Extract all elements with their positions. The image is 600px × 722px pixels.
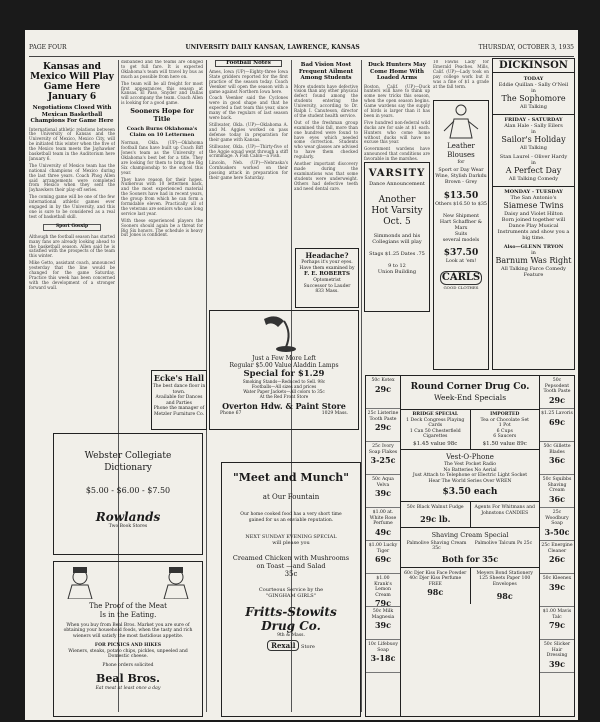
ad-text: Palmolive Talcum Ps 25c [474, 540, 533, 546]
article-paragraph: The University of Mexico team has the national champions of Mexico during the last three years. Coach Phog Allen said arrangements were completed from Mexico when they sent the Jayhawkers their play-off series. [29, 162, 115, 193]
special-item-name: 25c Listerine Tooth Paste [367, 411, 399, 422]
special-item-name: 50c Slicker Hair Dressing [543, 642, 571, 658]
ad-price: $37.50 [443, 248, 479, 258]
ad-title: Round Corner Drug Co. [410, 382, 530, 392]
special-item-price: 39c [548, 581, 565, 592]
ad-text: The Vest Pocket Radio [443, 462, 496, 467]
article-paragraph: They have reason for their hopes. Numerous with 10 lettermen back, and the most experienced material the Sooners have had in recent years, the group from which he can form a formidable eleven. Practically all of the veterans are seniors who saw long service last year. [121, 176, 203, 216]
ad-text: Our home cooked food has a very short time gained for us an enviable reputation. [240, 512, 342, 523]
article-paragraph: More students have defective vision than any other physical defect found among the students entering the University, according to Dr. Ralph I. Canuteson, director of the student health service. [294, 83, 358, 118]
ad-text: several models [442, 238, 480, 243]
column-2 [121, 60, 203, 400]
column-5 [364, 60, 430, 160]
headline-sooners: Sooners Hope for Title [130, 107, 194, 123]
ad-text: Just a Few More Left [252, 355, 316, 362]
ad-dickinson-theater [492, 58, 575, 370]
masthead: UNIVERSITY DAILY KANSAN, LAWRENCE, KANSAS [185, 44, 360, 51]
special-item [540, 574, 574, 607]
ad-text: Another [378, 195, 416, 205]
feature-title: Barnum Was Right [495, 256, 572, 265]
store-name: Overton Hdw. & Paint Store [222, 401, 346, 411]
ad-text: FOR PICNICS AND HIKES [94, 643, 162, 648]
ad-title: Vest-O-Phone [446, 453, 494, 461]
ad-text: Footballs—All sizes and prices [251, 384, 317, 389]
special-item-name: 25c Woodbury Soap [545, 510, 569, 526]
ad-text: will please you [272, 540, 310, 546]
special-item-name: 50c Pepsodent Tooth Paste [543, 378, 571, 394]
ad-text: Others $16.50 to $35 [435, 202, 487, 207]
special-item [540, 409, 574, 442]
special-item-name: $1.00 Krank's Lemon Cream [374, 576, 392, 598]
ad-text: NEXT SUNDAY EVENING SPECIAL [245, 534, 337, 540]
ad-price: 35c [284, 570, 298, 578]
ad-text: Wieners, steaks, potato chips, pickles, unpeeled and Domestic cheese. [68, 648, 188, 659]
special-item-price: 69c [374, 554, 391, 564]
article-paragraph: Norman, Okla. (UP)—Oklahoma football fans have built up Coach Biff Jones's team as the University of Oklahoma's best bet for a title. They are looking for them to bring the Big Six championship to the school this year. [121, 140, 203, 175]
ad-title: The Proof of the Meat [89, 601, 167, 610]
ad-text: At the Red Front Store [259, 394, 309, 399]
special-item-name: 50c Aqua Velva [372, 477, 394, 488]
ad-price: 98c [496, 591, 513, 601]
lamp-illustration [254, 313, 314, 353]
ad-beal-bros [53, 561, 203, 717]
ad-price: $1.50 value 89c [482, 440, 527, 447]
special-item-price: 26c [548, 554, 565, 564]
ad-text: Hear The World Series Over WREN [428, 478, 512, 484]
ad-text: Metzler Furniture Co. [153, 411, 205, 417]
ad-text: BRIDGE SPECIAL [412, 412, 459, 417]
ad-text: FREE [428, 581, 442, 587]
ad-webster-dictionary [53, 433, 203, 555]
special-item-price: 36c [548, 455, 565, 465]
column-4 [294, 60, 358, 248]
ad-price: $13.50 [443, 191, 479, 201]
ad-title: Webster Collegiate [84, 451, 172, 461]
special-item [540, 541, 574, 574]
special-item-price: 29c [374, 383, 391, 394]
ad-text: Also—GLENN TRYON [503, 244, 564, 250]
article-paragraph: Ames, Iowa (UP)—Eighty-three Iowa State gridders reported for the first practice of the season today. Coach Veenker will open the season with a game against Northern Iowa here. [209, 68, 288, 94]
ad-round-corner-drug [365, 375, 575, 717]
special-item [540, 607, 574, 640]
special-item [366, 409, 400, 442]
store-name: Drug Co. [261, 619, 321, 633]
article-paragraph: Another important discovery made during the examinations was that some students were underweight. Others had defective teeth and need dental care. [294, 161, 358, 191]
ad-text: Two Book Stores [108, 524, 148, 529]
ad-text: Palmolive Shaving Cream 35c [406, 540, 467, 551]
ad-text: Creamed Chicken with Mushrooms [232, 554, 350, 562]
ad-text: Available for Dances and Parties [155, 395, 203, 406]
right-specials [539, 376, 574, 716]
special-item [540, 475, 574, 508]
special-item-name: 25c Ivory Soap Flakes [368, 444, 398, 455]
special-item-price: 3-25c [370, 455, 396, 465]
article-paragraph: disbanded and the teams are obliged to get full fare. It is expected Oklahoma's team will travel by bus as much as possible from here on. [121, 60, 203, 79]
article-paragraph: Lincoln, Neb. (UP)—Nebraska's Cornhuskers worked on their passing attack in preparation for their game here Saturday. [209, 160, 288, 181]
ad-text: in [531, 129, 536, 135]
ad-text: Eddie Quillan - Sally O'Neil [498, 82, 569, 88]
sport-gossip-heading: Sport Gossip [43, 224, 101, 231]
headline-kansas-mexico: Kansas and Mexico Will Play Game Here January 6 [30, 62, 114, 102]
ad-text: Hot Varsity [371, 206, 423, 216]
football-notes-heading: Football Notes [215, 60, 282, 67]
ad-text: Look at 'em! [445, 259, 477, 264]
ad-text: 9 to 12 [388, 263, 406, 269]
article-paragraph: 10 Fawns Lady' for Emerald Peaches. Mills, Calif. (UP)—Lady took on pay college work but it was a fine of $1 a grade at the fall term. [433, 60, 489, 89]
ad-title: Dictionary [104, 463, 152, 473]
special-item-name: $1.00 Mavis Talc [542, 609, 572, 620]
page-header [29, 44, 574, 57]
ad-text: F. E. ROBERTS [304, 271, 350, 277]
ad-text: TODAY [523, 76, 544, 82]
ad-text: Agents For Whitmans and Johnstons CANDIES [474, 505, 535, 516]
ad-leather-blouses [433, 100, 489, 370]
ad-text: Wine, Stylish Darkdu Brown - Grey [435, 174, 487, 185]
ad-text: All Talking Comedy [508, 176, 559, 182]
ad-text: on Toast —and Salad [256, 562, 326, 570]
ad-price: Both for 35c [441, 553, 499, 564]
special-item [366, 574, 400, 607]
ad-headache-optometrist [295, 248, 359, 308]
newspaper-page [25, 30, 578, 720]
article-paragraph: Five hundred non-federal wild ducks are for sale at $1 each. Hunters who come home without ducks will have no excuse this year. [364, 119, 430, 145]
special-item-price: 29c [374, 422, 391, 432]
ad-price: $3.50 each [442, 487, 498, 497]
special-item [366, 640, 400, 673]
ad-text: for [457, 160, 465, 165]
special-item-price: 3-18c [370, 653, 396, 663]
ad-text: 40c Djer Kiss Perfume [409, 576, 462, 581]
special-item-price: 79c [548, 620, 565, 630]
article-paragraph: Stillwater, Okla. (UP)—Thirty-five of the Aggie squad went through a stiff scrimmage. A Fish Cabin—a Fish. [209, 143, 288, 159]
ad-text: Alan Hale - Sally Eilers [504, 123, 563, 129]
special-item-name: 50c Kotex [371, 378, 395, 383]
article-paragraph: Coach Veenker said the Cyclones were in good shape and that he expected a fast team this year, since many of the regulars of last season were back. [209, 95, 288, 121]
special-item-name: 10c Lifebuoy Soap [367, 642, 399, 653]
column-6 [433, 60, 489, 96]
ad-text: 60c Djer Kiss Face Powder [404, 570, 467, 576]
ad-text: in [531, 250, 536, 256]
ad-price: $1.45 value 98c [413, 440, 458, 447]
ad-text: Just Attach to Telephone or Electric Light Socket [412, 473, 528, 478]
feature-title: A Perfect Day [505, 166, 562, 175]
feature-title: Siamese Twins [503, 201, 564, 210]
special-item-price: 39c [374, 488, 391, 498]
special-item-name: 50c Milk Magnesia [371, 609, 395, 620]
ad-text: GOOD CLOTHES [443, 285, 479, 290]
ad-title: Headache? [305, 251, 349, 260]
ad-text: Regular $5.00 Value Aladdin Lamps [229, 362, 339, 369]
article-paragraph: The team will be all freight for most first appearances this season at Kansas. El Paso, Snyder and Dallas will accompany the team. Coach Allen is looking for a good game. [121, 80, 203, 106]
ad-text: Stags $1.25 Dates .75 [369, 251, 425, 257]
article-paragraph: With these experienced players the Sooners should again be a threat for Big Six honors. The schedule is heavy but Jones is confident. [121, 217, 203, 238]
ad-text: Eat meat at least once a day [95, 686, 161, 691]
ad-text: IMPORTED [490, 412, 520, 417]
ad-text: Meyers Bond Stationery [476, 570, 534, 576]
subhead-sooners: Coach Burns Oklahoma's Claim on 10 Lettermen [126, 126, 198, 139]
subhead-kansas-mexico: Negotiations Closed With Mexican Basketball Champions For Game Here [30, 105, 114, 124]
feature-title: The Sophomore [501, 94, 566, 103]
figure-illustration [436, 103, 486, 139]
ad-text: All Talking Farce Comedy Feature [501, 266, 566, 278]
ad-text: The best dance floor in town. [152, 384, 206, 395]
page-number: PAGE FOUR [29, 44, 67, 51]
special-item [540, 508, 574, 541]
page-date: THURSDAY, OCTOBER 3, 1935 [478, 44, 574, 51]
ad-text: Store [301, 644, 315, 650]
special-item-price: 49c [374, 526, 391, 537]
special-item [366, 508, 400, 541]
ad-text: The San Antonio's [510, 195, 557, 201]
ad-text: in [531, 88, 536, 94]
ad-price: 98c [427, 587, 444, 597]
ad-text: Oct. 5 [383, 217, 411, 227]
ad-text: Sport or Day Wear [438, 168, 484, 173]
ad-text: All Talking [520, 145, 547, 151]
article-paragraph: Although the football season has started many fans are already looking ahead to the basketball season. Allen said he is satisfied with the prospects of the team this winter. [29, 233, 115, 259]
article-paragraph: Boston, Calif. (UP)—Duck hunters will have to think up some new tricks this season, when the open season begins. Game wardens say the supply of birds is larger than it has been in years. [364, 83, 430, 118]
ad-title: Leather Blouses [447, 142, 475, 159]
ad-text: No Batteries No Aerial [443, 467, 497, 473]
article-paragraph: Stillwater, Okla. (UP)—Oklahoma A. and M. Aggies worked on pass defense today in preparation for their game with Kansas. [209, 121, 288, 142]
ad-text: 6 Cups [496, 428, 513, 434]
special-item-price: 69c [548, 416, 565, 427]
ad-text: Simmonds and his Collegians will play [372, 233, 422, 245]
ad-price: $5.00 - $6.00 - $7.50 [85, 486, 171, 495]
ad-title: Shaving Cream Special [431, 530, 509, 539]
special-item [540, 640, 574, 673]
column-rule [361, 60, 362, 712]
varsity-title: VARSITY [368, 168, 426, 179]
special-item-name: 50c Gillette Blades [543, 444, 571, 455]
special-item [540, 442, 574, 475]
ad-text: Suits [454, 232, 468, 237]
feature-title: Sailor's Holiday [501, 135, 566, 144]
ad-subtitle: Week-End Specials [433, 393, 507, 402]
ad-varsity-dance [364, 162, 430, 312]
special-item-name: 50c Squibbs Shaving Cream [542, 477, 572, 493]
ad-text: 50c Black Walnut Fudge [406, 505, 464, 510]
ad-text: When you buy from Beal Bros. Market you are sure of obtaining your household foods, when the tasty and rich wieners will satisfy the most fastidious appetite. [63, 622, 193, 639]
ad-text: Phone 67 [220, 411, 242, 416]
headline-bad-vision: Bad Vision Most Frequent Ailment Among Students [298, 62, 354, 81]
special-item [366, 475, 400, 508]
ad-text: New Shipment [442, 214, 480, 219]
ad-text: 1 Can 50 Chesterfield Cigarettes [409, 428, 461, 439]
ad-text: Dance Announcement [369, 181, 425, 187]
ad-text: Smoking Stands—Reduced to Sell. 98c [242, 379, 326, 384]
ad-meet-and-munch [221, 462, 361, 717]
ad-overton-lamps [209, 310, 359, 430]
store-name: Fritts-Stowits [245, 605, 337, 619]
ad-text: Union Building [377, 269, 417, 275]
ad-text: 1 Pot [498, 423, 511, 428]
ad-price: Special for $1.29 [243, 369, 325, 379]
ad-text: Water Paper Jackets—All colors to 35c [243, 389, 325, 394]
ad-text: MONDAY - TUESDAY [493, 186, 574, 195]
ad-text: FRIDAY - SATURDAY [493, 114, 574, 123]
ad-text: Perhaps it's your eyes. Have them examined by [299, 260, 355, 271]
left-specials [366, 376, 401, 716]
ad-text: 6 Saucers [493, 434, 517, 439]
special-item-price: 79c [374, 598, 391, 607]
ad-text: at Our Fountain [262, 493, 320, 501]
ad-text: Hart Schaffner & Marx [439, 220, 483, 231]
chefs-illustration [58, 565, 198, 599]
article-paragraph: Out of the freshman group examined this fall, more than one hundred were found to have eyes which needed some correction. Students who wear glasses are advised to have them checked regularly. [294, 119, 358, 160]
special-item [366, 607, 400, 640]
rexall-logo: Rexall [267, 640, 299, 651]
special-item-name: $1.25 Lavoris [541, 411, 573, 416]
ad-text: 125 Sheets Paper 100 Envelopes [479, 576, 531, 587]
ad-title: Ecke's Hall [153, 373, 205, 383]
article-paragraph: International athletic relations between the University of Kansas and the University of Mexico, Mexico City, will be initiated this winter when the five of the Mexico team meets the Jayhawker basketball team in the Auditorium here January 6. [29, 126, 115, 161]
ad-text: 9th & Mass. [277, 633, 305, 638]
special-item [366, 541, 400, 574]
store-name: Beal Bros. [96, 672, 160, 685]
ad-text: Born joined together will Dance Play Musical Instruments and show you a big time. [497, 217, 570, 241]
special-item [540, 376, 574, 409]
special-item-name: $1.00 at. White Rose Perfume [369, 510, 397, 526]
special-item [366, 376, 400, 409]
special-item-name: 50c Kleenex [542, 576, 572, 581]
dickinson-title: DICKINSON [493, 59, 574, 73]
ad-title: "Meet and Munch" [232, 471, 350, 484]
ad-text: 1 Deck Congress Playing Cards [406, 417, 465, 428]
column-3 [209, 60, 288, 305]
special-item-price: 39c [548, 658, 565, 669]
ad-text: Stan Laurel - Oliver Hardy [499, 154, 568, 160]
special-item-price: 36c [548, 493, 565, 504]
ad-text: 1029 Mass. [321, 411, 348, 416]
rowlands-logo: Rowlands [95, 510, 161, 524]
ad-text: Optometrist [313, 278, 341, 283]
special-item-name: 25c Energine Cleaner [541, 543, 573, 554]
ad-text: Tea or Chocolate Set [480, 417, 530, 423]
ad-price: 29c lb. [420, 513, 451, 524]
special-item-price: 29c [548, 394, 565, 405]
special-item-name: $1.00 Lucky Tiger [368, 543, 398, 554]
ad-text: All Talking [520, 104, 547, 110]
ad-text: in [531, 160, 536, 166]
ad-text: Phone orders solicited [102, 662, 154, 668]
ad-text: Phone the manager of [153, 406, 205, 411]
ad-text: Courteous Service by the [258, 587, 324, 593]
article-paragraph: Mike Getto, assistant coach, announced yesterday that the line would be changed for the game Saturday. Practice this week has been concerned with the development of a stronger forward wall. [29, 260, 115, 290]
headline-duck-hunters: Duck Hunters May Come Home With Loaded Arms [368, 62, 426, 81]
column-1 [29, 60, 115, 400]
special-item-price: 39c [374, 620, 391, 630]
article-paragraph: The coming game will be one of the few international athletic games ever engaged in by the University, and this one is sure to be considered as a real test of basketball skill. [29, 194, 115, 219]
ad-text: "GINGHAM GIRLS" [265, 593, 317, 599]
ad-text: Successor to Lauder [303, 283, 351, 289]
ad-text: Daisy and Violet Hilton [504, 211, 563, 217]
carls-logo: CARLS [441, 272, 481, 283]
article-paragraph: Government wardens have announced that conditions are favorable in the marshes. [364, 146, 430, 160]
ad-eckes-hall [151, 370, 207, 430]
ad-text: 833 Mass. [315, 289, 339, 294]
ad-title: Is in the Eating. [99, 610, 157, 619]
special-item [366, 442, 400, 475]
special-item-price: 3-50c [544, 526, 570, 537]
